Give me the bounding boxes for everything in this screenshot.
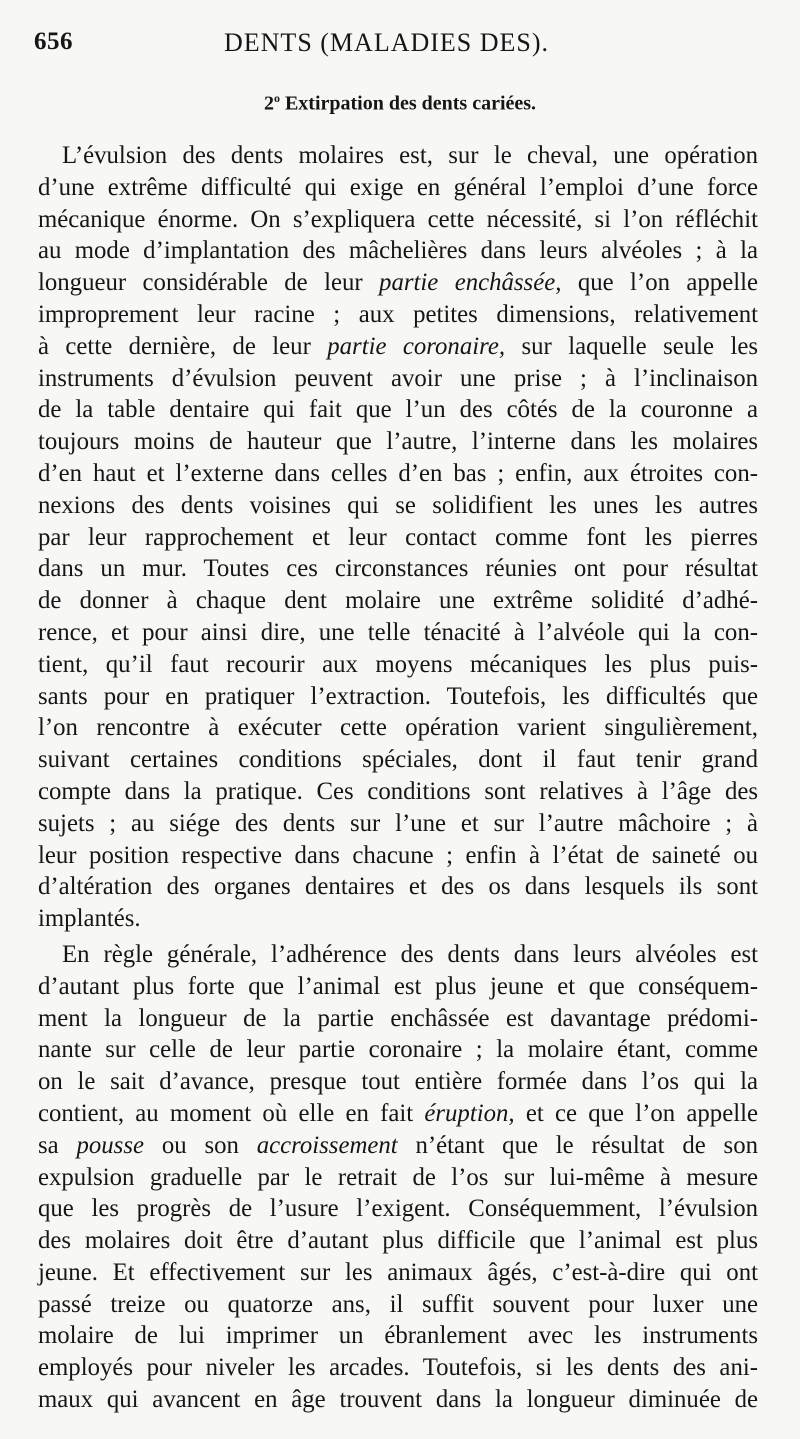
text-line: implantés. bbox=[38, 905, 141, 933]
text-line: d’en haut et l’externe dans celles d’en bas ; enfin, aux étroites con- bbox=[38, 459, 758, 487]
section-number: 2 bbox=[263, 92, 274, 115]
text-run: n’étant que le résultat de son bbox=[397, 1131, 759, 1159]
text-line: ment la longueur de la partie enchâssée est davantage prédomi- bbox=[38, 1004, 758, 1032]
text-line: maux qui avancent en âge trouvent dans la longueur diminuée de bbox=[38, 1386, 758, 1414]
running-head: DENTS (MALADIES DES). bbox=[224, 28, 550, 57]
text-line: suivant certaines conditions spéciales, dont il faut tenir grand bbox=[38, 746, 758, 774]
body-text bbox=[38, 140, 758, 1416]
italic-term: accroissement bbox=[256, 1131, 398, 1159]
text-line: molaire de lui imprimer un ébranlement avec les instruments bbox=[38, 1322, 758, 1350]
page-header bbox=[34, 28, 760, 62]
text-line: expulsion graduelle par le retrait de l’os sur lui-même à mesure bbox=[38, 1163, 758, 1191]
text-line: passé treize ou quatorze ans, il suffit souvent pour luxer une bbox=[38, 1290, 758, 1318]
text-run: longueur considérable de leur bbox=[38, 269, 380, 297]
text-run: contient, au moment où elle en fait bbox=[38, 1099, 425, 1127]
text-run: et ce que l’on appelle bbox=[514, 1099, 758, 1127]
text-line: L’évulsion des dents molaires est, sur le cheval, une opération bbox=[62, 142, 758, 169]
text-line: sants pour en pratiquer l’extraction. Toutefois, les difficultés que bbox=[38, 682, 758, 710]
text-run: à cette dernière, de leur bbox=[38, 332, 328, 360]
text-line bbox=[38, 331, 758, 363]
text-line: En règle générale, l’adhérence des dents dans leurs alvéoles est bbox=[62, 940, 758, 968]
text-run: sa bbox=[38, 1131, 77, 1159]
text-line: jeune. Et effectivement sur les animaux âgés, c’est-à-dire qui ont bbox=[38, 1258, 758, 1286]
text-line: au mode d’implantation des mâchelières dans leurs alvéoles ; à la bbox=[38, 237, 758, 265]
text-run: sur laquelle seule les bbox=[505, 332, 758, 360]
text-line: leur position respective dans chacune ; enfin à l’état de saineté ou bbox=[38, 841, 758, 869]
section-heading bbox=[0, 91, 800, 116]
section-title-text: Extirpation des dents cariées. bbox=[284, 92, 537, 115]
text-line: on le sait d’avance, presque tout entière formée dans l’os qui la bbox=[38, 1068, 758, 1096]
text-line: toujours moins de hauteur que l’autre, l’interne dans les molaires bbox=[38, 428, 758, 456]
italic-term: partie enchâssée, bbox=[379, 269, 562, 297]
italic-term: pousse bbox=[76, 1131, 144, 1159]
text-line: rence, et pour ainsi dire, une telle ténacité à l’alvéole qui la con- bbox=[38, 618, 758, 646]
text-line: d’autant plus forte que l’animal est plus jeune et que conséquem- bbox=[38, 972, 758, 1000]
text-line bbox=[38, 267, 758, 299]
text-line: improprement leur racine ; aux petites dimensions, relativement bbox=[38, 300, 758, 328]
page-number: 656 bbox=[34, 28, 73, 55]
text-line: tient, qu’il faut recourir aux moyens mécaniques les plus puis- bbox=[38, 650, 758, 678]
text-line: mécanique énorme. On s’expliquera cette nécessité, si l’on réfléchit bbox=[38, 205, 758, 233]
text-line: l’on rencontre à exécuter cette opération varient singulièrement, bbox=[38, 714, 758, 742]
text-line: compte dans la pratique. Ces conditions sont relatives à l’âge des bbox=[38, 777, 758, 805]
text-run: ou son bbox=[144, 1131, 257, 1159]
text-line: que les progrès de l’usure l’exigent. Conséquemment, l’évulsion bbox=[38, 1195, 758, 1223]
text-line: de donner à chaque dent molaire une extrême solidité d’adhé- bbox=[38, 587, 758, 615]
text-line: dans un mur. Toutes ces circonstances réunies ont pour résultat bbox=[38, 555, 758, 583]
text-line bbox=[38, 1130, 758, 1162]
text-line: par leur rapprochement et leur contact comme font les pierres bbox=[38, 523, 758, 551]
text-line: nexions des dents voisines qui se solidifient les unes les autres bbox=[38, 491, 758, 519]
text-line: nante sur celle de leur partie coronaire ; la molaire étant, comme bbox=[38, 1036, 758, 1064]
text-line: des molaires doit être d’autant plus difficile que l’animal est plus bbox=[38, 1227, 758, 1255]
text-line bbox=[38, 1098, 758, 1130]
text-line: d’une extrême difficulté qui exige en général l’emploi d’une force bbox=[38, 173, 758, 201]
text-line: de la table dentaire qui fait que l’un des côtés de la couronne a bbox=[38, 396, 758, 424]
text-line: employés pour niveler les arcades. Toutefois, si les dents des ani- bbox=[38, 1354, 758, 1382]
text-line: sujets ; au siége des dents sur l’une et sur l’autre mâchoire ; à bbox=[38, 809, 758, 837]
text-line: instruments d’évulsion peuvent avoir une prise ; à l’inclinaison bbox=[38, 364, 758, 392]
italic-term: partie coronaire, bbox=[327, 332, 506, 360]
text-run: que l’on appelle bbox=[561, 269, 758, 297]
italic-term: éruption, bbox=[424, 1099, 515, 1127]
section-number-suffix: o bbox=[273, 91, 280, 105]
text-line: d’altération des organes dentaires et des os dans lesquels ils sont bbox=[38, 873, 758, 901]
